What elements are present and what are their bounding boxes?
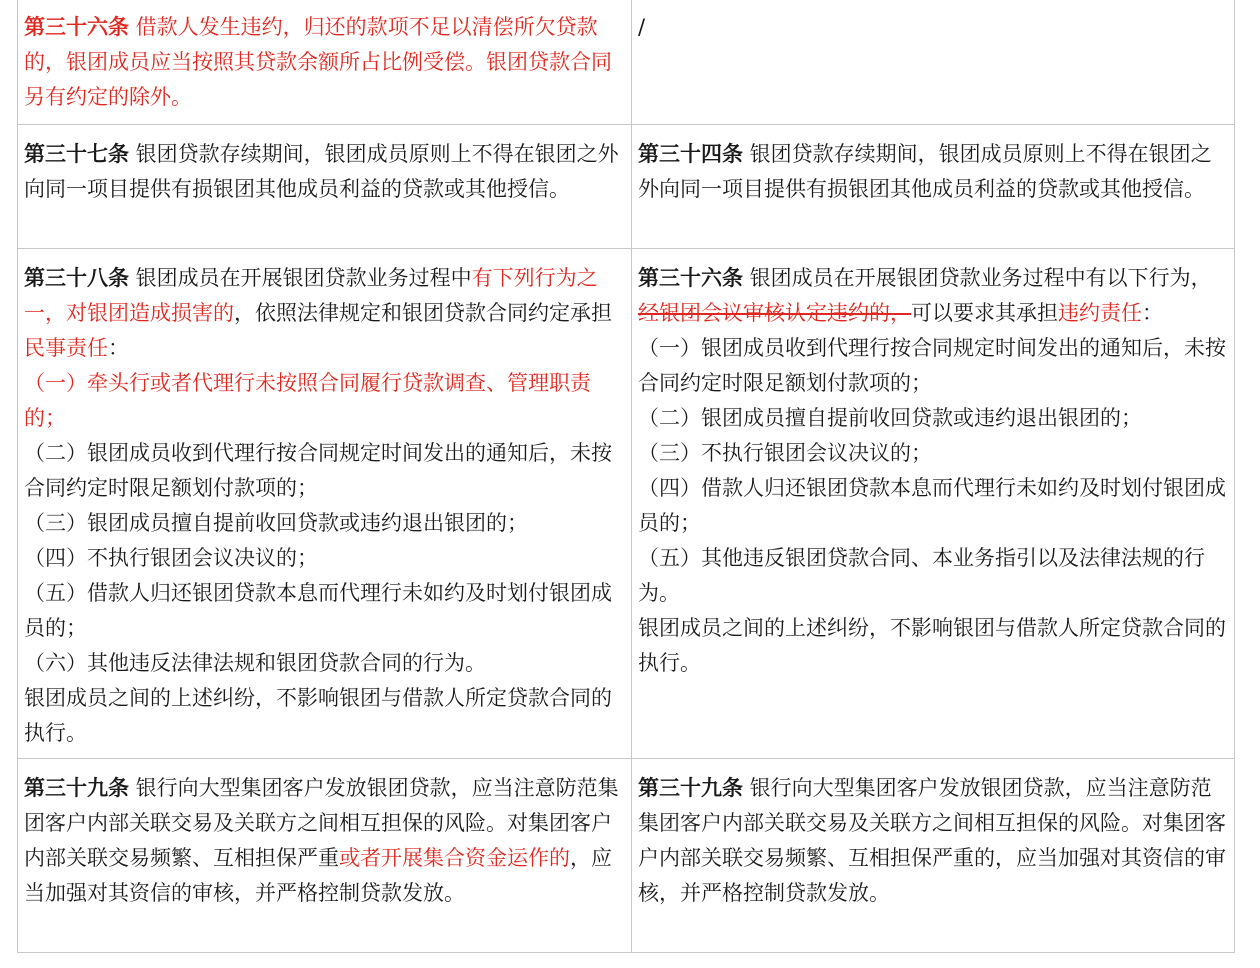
closing-text: 银团成员之间的上述纠纷，不影响银团与借款人所定贷款合同的执行。 — [638, 616, 1226, 675]
article-intro — [24, 261, 625, 366]
article-text: 银团贷款存续期间，银团成员原则上不得在银团之外向同一项目提供有损银团其他成员利益的贷款或其他授信。 — [24, 142, 619, 201]
article-text: 银行向大型集团客户发放银团贷款，应当注意防范集团客户内部关联交易及关联方之间相互担保的风险。对集团客户内部关联交易频繁、互相担保严重 — [24, 776, 619, 870]
intro-text: 银团成员在开展银团贷款业务过程中 — [129, 266, 472, 290]
list-item: （四）借款人归还银团贷款本息而代理行未如约及时划付银团成员的； — [638, 476, 1226, 535]
article-text: ，应当加强对其资信的审核，并严格控制贷款发放。 — [24, 846, 612, 905]
old-article-cell — [17, 759, 632, 952]
list-item: （二）银团成员收到代理行按合同规定时间发出的通知后，未按合同约定时限足额划付款项的； — [24, 441, 612, 500]
intro-highlight: 违约责任 — [1058, 301, 1142, 325]
article-text: 借款人发生违约，归还的款项不足以清偿所欠贷款的，银团成员应当按照其贷款余额所占比例受偿。银团贷款合同另有约定的除外。 — [24, 15, 612, 109]
table-row — [17, 249, 1235, 759]
article-highlight: 或者开展集合资金运作的 — [339, 846, 570, 870]
new-article-cell — [632, 759, 1235, 952]
table-row — [17, 759, 1235, 953]
list-item: （二）银团成员擅自提前收回贷款或违约退出银团的； — [638, 406, 1142, 430]
new-article-cell — [632, 249, 1235, 758]
table-row — [17, 0, 1235, 125]
old-article-cell — [17, 249, 632, 758]
article-number: 第三十四条 — [638, 142, 743, 166]
table-row — [17, 125, 1235, 249]
list-item: （六）其他违反法律法规和银团贷款合同的行为。 — [24, 651, 486, 675]
old-article-cell — [17, 0, 632, 124]
article-number: 第三十八条 — [24, 266, 129, 290]
deleted-text: 经银团会议审核认定违约的， — [638, 301, 911, 325]
article-number: 第三十九条 — [24, 776, 129, 800]
intro-text: ： — [108, 336, 129, 360]
intro-highlight: 有下列行为之一，对银团造成损害的 — [24, 266, 598, 325]
list-item: （三）不执行银团会议决议的； — [638, 441, 932, 465]
list-item: （三）银团成员擅自提前收回贷款或违约退出银团的； — [24, 511, 528, 535]
new-article-cell — [632, 0, 1235, 124]
article-text: 银行向大型集团客户发放银团贷款，应当注意防范集团客户内部关联交易及关联方之间相互担保的风险。对集团客户内部关联交易频繁、互相担保严重的，应当加强对其资信的审核，并严格控制贷款发放。 — [638, 776, 1226, 905]
closing-text: 银团成员之间的上述纠纷，不影响银团与借款人所定贷款合同的执行。 — [24, 686, 612, 745]
old-article-cell — [17, 125, 632, 248]
list-item: （五）其他违反银团贷款合同、本业务指引以及法律法规的行为。 — [638, 546, 1205, 605]
article-number: 第三十九条 — [638, 776, 743, 800]
intro-text: 银团成员在开展银团贷款业务过程中有以下行为， — [743, 266, 1212, 290]
article-number: 第三十六条 — [24, 15, 129, 39]
article-number: 第三十六条 — [638, 266, 743, 290]
list-item: （四）不执行银团会议决议的； — [24, 546, 318, 570]
empty-marker: / — [638, 15, 646, 39]
intro-text: ，依照法律规定和银团贷款合同约定承担 — [234, 301, 612, 325]
list-item: （一）银团成员收到代理行按合同规定时间发出的通知后，未按合同约定时限足额划付款项的； — [638, 336, 1226, 395]
list-item: （五）借款人归还银团贷款本息而代理行未如约及时划付银团成员的； — [24, 581, 612, 640]
intro-text: 可以要求其承担 — [911, 301, 1058, 325]
new-article-cell — [632, 125, 1235, 248]
article-number: 第三十七条 — [24, 142, 129, 166]
article-text: 银团贷款存续期间，银团成员原则上不得在银团之外向同一项目提供有损银团其他成员利益的贷款或其他授信。 — [638, 142, 1212, 201]
intro-text: ： — [1142, 301, 1163, 325]
intro-highlight: 民事责任 — [24, 336, 108, 360]
list-item: （一）牵头行或者代理行未按照合同履行贷款调查、管理职责的； — [24, 371, 591, 430]
article-intro — [638, 261, 1228, 331]
